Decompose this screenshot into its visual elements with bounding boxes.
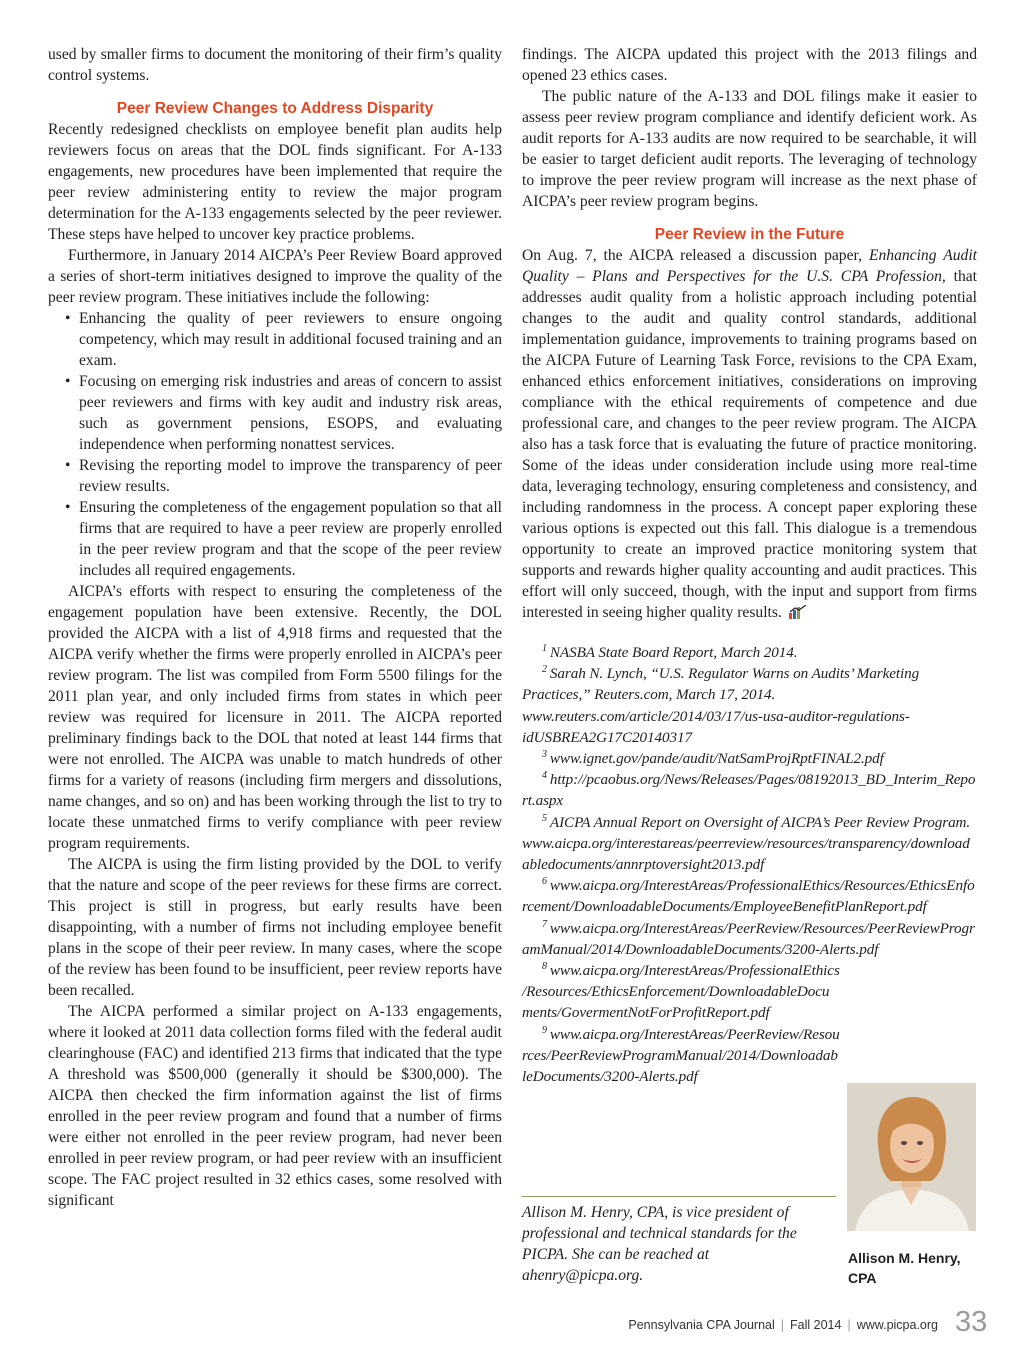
footnote: $^4$ http://pcaobus.org/News/Releases/Pages/08192013_BD_Interim_Report.aspx xyxy=(522,770,976,810)
bullet-icon: • xyxy=(65,310,71,327)
author-portrait-icon xyxy=(847,1083,976,1231)
firm-listing-paragraph: The AICPA is using the firm listing provided by the DOL to verify that the nature and scope of the peer reviews for these firms are correct. This project is still in progress, but early results have been disappointing, with a number of firms not including employee benefit plans in the scope of their peer review. In many cases, where the scope of the review has been found to be insufficient, peer review reports have been recalled. xyxy=(48,856,502,999)
initiatives-list xyxy=(48,308,502,581)
footnote: $^2$ Sarah N. Lynch, “U.S. Regulator Warns on Audits’ Marketing Practices,” Reuters.com, March 17, 2014. www.reuters.com/article/2014/03/17/us-usa-auditor-regulations-idUSBREA2G17C20140317 xyxy=(522,664,920,746)
future-paragraph: On Aug. 7, the AICPA released a discussion paper, Enhancing Audit Quality – Plans and Perspectives for the U.S. CPA Profession, that addresses audit quality from a holistic approach including potential changes to the audit and quality control standards, additional implementation guidance, improvements to training programs based on the AICPA Future of Learning Task Force, revisions to the CPA Exam, enhanced ethics enforcement initiatives, considerations on improving compliance with the ethical requirements of competence and due professional care, and changes to the peer review program. The AICPA also has a task force that is evaluating the future of practice monitoring. Some of the ideas under consideration include using more real-time data, leveraging technology, ensuring completeness and consistency, and including randomness in the process. A concept paper exploring these various options is expected out this fall. This dialogue is a tremendous opportunity to create an improved practice monitoring system that supports and rewards higher quality accounting and audit practices. This effort will only succeed, though, with the input and support from firms interested in seeing higher quality results. xyxy=(522,245,977,625)
intro-paragraph: used by smaller firms to document the monitoring of their firm’s quality control systems. xyxy=(48,46,502,84)
recently-paragraph: Recently redesigned checklists on employee benefit plan audits help reviewers focus on areas that the DOL finds significant. For A-133 engagements, new procedures have been implemented that require the peer review administering entity to review the major program determination for the A-133 engagements selected by the peer reviewer. These steps have helped to uncover key practice problems. xyxy=(48,121,502,243)
footnote: $^8$ www.aicpa.org/InterestAreas/ProfessionalEthics/Resources/EthicsEnforcement/DownloadableDocuments/GovermentNotForProfitReport.pdf xyxy=(522,960,840,1022)
bullet-icon: • xyxy=(65,373,71,390)
end-mark-icon xyxy=(788,604,808,625)
footnote: $^9$ www.aicpa.org/InterestAreas/PeerReview/Resources/PeerReviewProgramManual/2014/DownloadableDocuments/3200-Alerts.pdf xyxy=(522,1024,840,1086)
efforts-paragraph: AICPA’s efforts with respect to ensuring the completeness of the engagement population have been extensive. Recently, the DOL provided the AICPA with a list of 4,918 firms and requested that the AICPA verify whether the firms were properly enrolled in AICPA’s peer review program. The list was compiled from Form 5500 filings for the 2011 plan year, and only included firms from states in which peer review was required for licensure in 2011. The AICPA reported preliminary findings back to the DOL that noted at least 144 firms that were not enrolled. The AICPA was unable to match hundreds of other firms for a variety of reasons (including firm mergers and dissolutions, name changes, and so on) and has been working through the list to try to locate these unmatched firms to verify compliance with peer review program requirements. xyxy=(48,583,502,852)
left-column xyxy=(48,44,502,1211)
discussion-paper-title: Enhancing Audit Quality – Plans and Perspectives for the U.S. CPA Profession, xyxy=(522,247,977,285)
section-heading-future: Peer Review in the Future xyxy=(654,226,845,243)
list-item: • Enhancing the quality of peer reviewers to ensure ongoing competency, which may result in additional focused training and an exam. xyxy=(65,310,502,369)
footnote: $^7$ www.aicpa.org/InterestAreas/PeerReview/Resources/PeerReviewProgramManual/2014/DownloadableDocuments/3200-Alerts.pdf xyxy=(522,918,975,958)
page-number: 33 xyxy=(955,1306,988,1338)
footnote: $^5$ AICPA Annual Report on Oversight of AICPA’s Peer Review Program. www.aicpa.org/interestareas/peerreview/resources/transparency/downloadabledocuments/annrptoversight2013.pdf xyxy=(522,812,971,874)
footnotes xyxy=(522,642,977,1087)
publication-name: Pennsylvania CPA Journal xyxy=(628,1318,775,1332)
bio-divider xyxy=(522,1196,836,1197)
bullet-icon: • xyxy=(65,499,71,516)
section-heading-disparity: Peer Review Changes to Address Disparity xyxy=(116,100,434,117)
footnote: $^3$ www.ignet.gov/pande/audit/NatSamProjRptFINAL2.pdf xyxy=(542,748,884,768)
website-link[interactable]: www.picpa.org xyxy=(856,1318,938,1332)
public-nature-paragraph: The public nature of the A-133 and DOL filings make it easier to assess peer review program compliance and identify deficient work. As audit reports for A-133 audits are now required to be searchable, it will be easier to target deficient audit reports. The leveraging of technology to improve the peer review program will increase as the next phase of AICPA’s peer review program begins. xyxy=(522,88,977,210)
list-item: • Revising the reporting model to improve the transparency of peer review results. xyxy=(65,457,502,495)
footnote: $^6$ www.aicpa.org/InterestAreas/ProfessionalEthics/Resources/EthicsEnforcement/DownloadableDocuments/EmployeeBenefitPlanReport.pdf xyxy=(522,876,975,916)
author-photo xyxy=(847,1083,976,1231)
bullet-icon: • xyxy=(65,457,71,474)
list-item: • Ensuring the completeness of the engagement population so that all firms that are required to have a peer review are properly enrolled in the peer review program and that the scope of the peer review includes all required engagements. xyxy=(65,499,502,579)
footnote: $^1$ NASBA State Board Report, March 2014. xyxy=(542,642,798,661)
issue-label: Fall 2014 xyxy=(790,1318,842,1332)
similar-project-paragraph: The AICPA performed a similar project on A-133 engagements, where it looked at 2011 data collection forms filed with the federal audit clearinghouse (FAC) and identified 213 firms that indicated that the type A threshold was $500,000 (generally it should be $300,000). The AICPA then checked the firm information against the list of firms enrolled in the peer review program and found that a number of firms were either not enrolled in the peer review program, had never been enrolled in peer review program, or had peer review with an insufficient scope. The FAC project resulted in 32 ethics cases, some resolved with significant xyxy=(48,1003,502,1209)
right-column xyxy=(522,44,977,1087)
author-bio: Allison M. Henry, CPA, is vice president of professional and technical standards for the PICPA. She can be reached at ahenry@picpa.org. xyxy=(522,1204,797,1284)
furthermore-paragraph: Furthermore, in January 2014 AICPA’s Peer Review Board approved a series of short-term initiatives designed to improve the quality of the peer review program. These initiatives include the following: xyxy=(48,247,502,306)
findings-paragraph: findings. The AICPA updated this project with the 2013 filings and opened 23 ethics cases. xyxy=(522,46,977,84)
list-item: • Focusing on emerging risk industries and areas of concern to assist peer reviewers and firms with key audit and industry risk areas, such as government pensions, ESOPS, and evaluating independence when performing nonattest services. xyxy=(65,373,502,453)
page-footer: Pennsylvania CPA Journal | Fall 2014 | www.picpa.org xyxy=(628,1318,938,1332)
photo-caption: Allison M. Henry, CPA xyxy=(848,1250,961,1286)
